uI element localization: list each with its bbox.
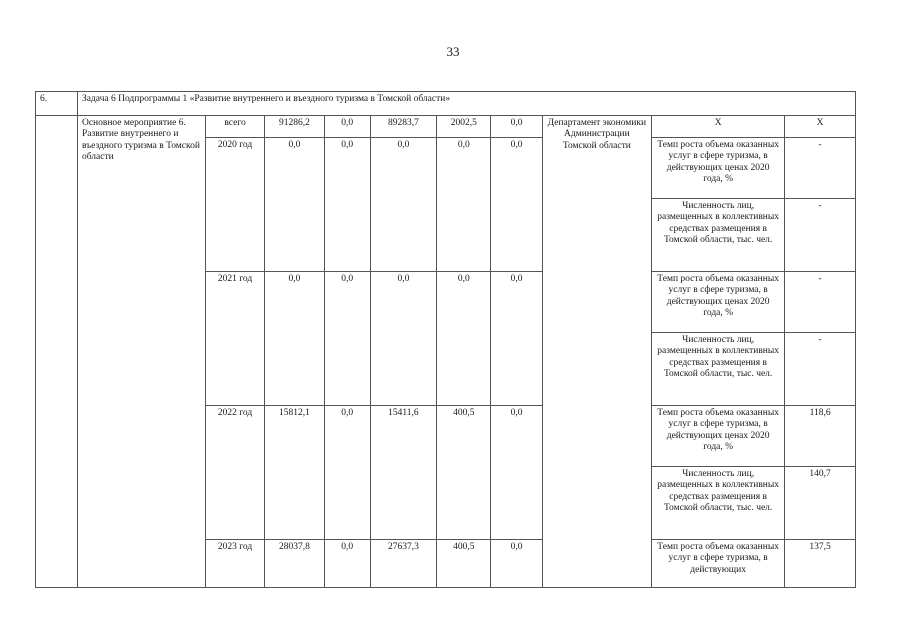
table-row: [36, 116, 856, 138]
indicator-value: -: [785, 333, 856, 406]
value-cell: 0,0: [324, 116, 370, 138]
indicator-header-x: Х: [652, 116, 785, 138]
value-cell: 28037,8: [265, 540, 324, 588]
period-cell: всего: [205, 116, 264, 138]
value-cell: 0,0: [491, 272, 542, 406]
indicator-value: -: [785, 199, 856, 272]
indicator-name: Темп роста объема оказанных услуг в сфере туризма, в действующих ценах 2020 года, %: [652, 406, 785, 467]
value-cell: 0,0: [491, 406, 542, 540]
value-cell: 27637,3: [370, 540, 437, 588]
value-cell: 0,0: [437, 272, 491, 406]
value-cell: 15411,6: [370, 406, 437, 540]
indicator-value: 137,5: [785, 540, 856, 588]
indicator-value: 118,6: [785, 406, 856, 467]
indicator-name: Темп роста объема оказанных услуг в сфере туризма, в действующих ценах 2020 года, %: [652, 138, 785, 199]
value-cell: 0,0: [324, 138, 370, 272]
page-number: 33: [446, 44, 460, 59]
indicator-value-x: Х: [785, 116, 856, 138]
value-cell: 0,0: [370, 272, 437, 406]
indicator-value: 140,7: [785, 467, 856, 540]
executor-cell: Департамент экономики Администрации Томской области: [542, 116, 652, 588]
empty-number-cell: [36, 116, 78, 588]
indicator-name: Темп роста объема оказанных услуг в сфере туризма, в действующих: [652, 540, 785, 588]
indicator-value: -: [785, 272, 856, 333]
value-cell: 2002,5: [437, 116, 491, 138]
task-number: 6.: [36, 92, 78, 116]
value-cell: 89283,7: [370, 116, 437, 138]
period-cell: 2020 год: [205, 138, 264, 272]
activity-name: Основное мероприятие 6. Развитие внутреннего и въездного туризма в Томской области: [77, 116, 205, 588]
value-cell: 91286,2: [265, 116, 324, 138]
indicator-name: Темп роста объема оказанных услуг в сфере туризма, в действующих ценах 2020 года, %: [652, 272, 785, 333]
value-cell: 0,0: [324, 406, 370, 540]
value-cell: 0,0: [265, 272, 324, 406]
indicator-name: Численность лиц, размещенных в коллективных средствах размещения в Томской области, тыс. чел.: [652, 333, 785, 406]
value-cell: 400,5: [437, 406, 491, 540]
value-cell: 0,0: [265, 138, 324, 272]
value-cell: 0,0: [437, 138, 491, 272]
indicator-name: Численность лиц, размещенных в коллективных средствах размещения в Томской области, тыс. чел.: [652, 199, 785, 272]
period-cell: 2022 год: [205, 406, 264, 540]
value-cell: 0,0: [491, 138, 542, 272]
value-cell: 0,0: [491, 116, 542, 138]
period-cell: 2023 год: [205, 540, 264, 588]
value-cell: 15812,1: [265, 406, 324, 540]
indicator-name: Численность лиц, размещенных в коллективных средствах размещения в Томской области, тыс. чел.: [652, 467, 785, 540]
period-cell: 2021 год: [205, 272, 264, 406]
value-cell: 0,0: [370, 138, 437, 272]
value-cell: 400,5: [437, 540, 491, 588]
value-cell: 0,0: [491, 540, 542, 588]
indicator-value: -: [785, 138, 856, 199]
program-table: [35, 91, 856, 588]
value-cell: 0,0: [324, 540, 370, 588]
task-title: Задача 6 Подпрограммы 1 «Развитие внутреннего и въездного туризма в Томской области»: [77, 92, 855, 116]
value-cell: 0,0: [324, 272, 370, 406]
task-row: [36, 92, 856, 116]
